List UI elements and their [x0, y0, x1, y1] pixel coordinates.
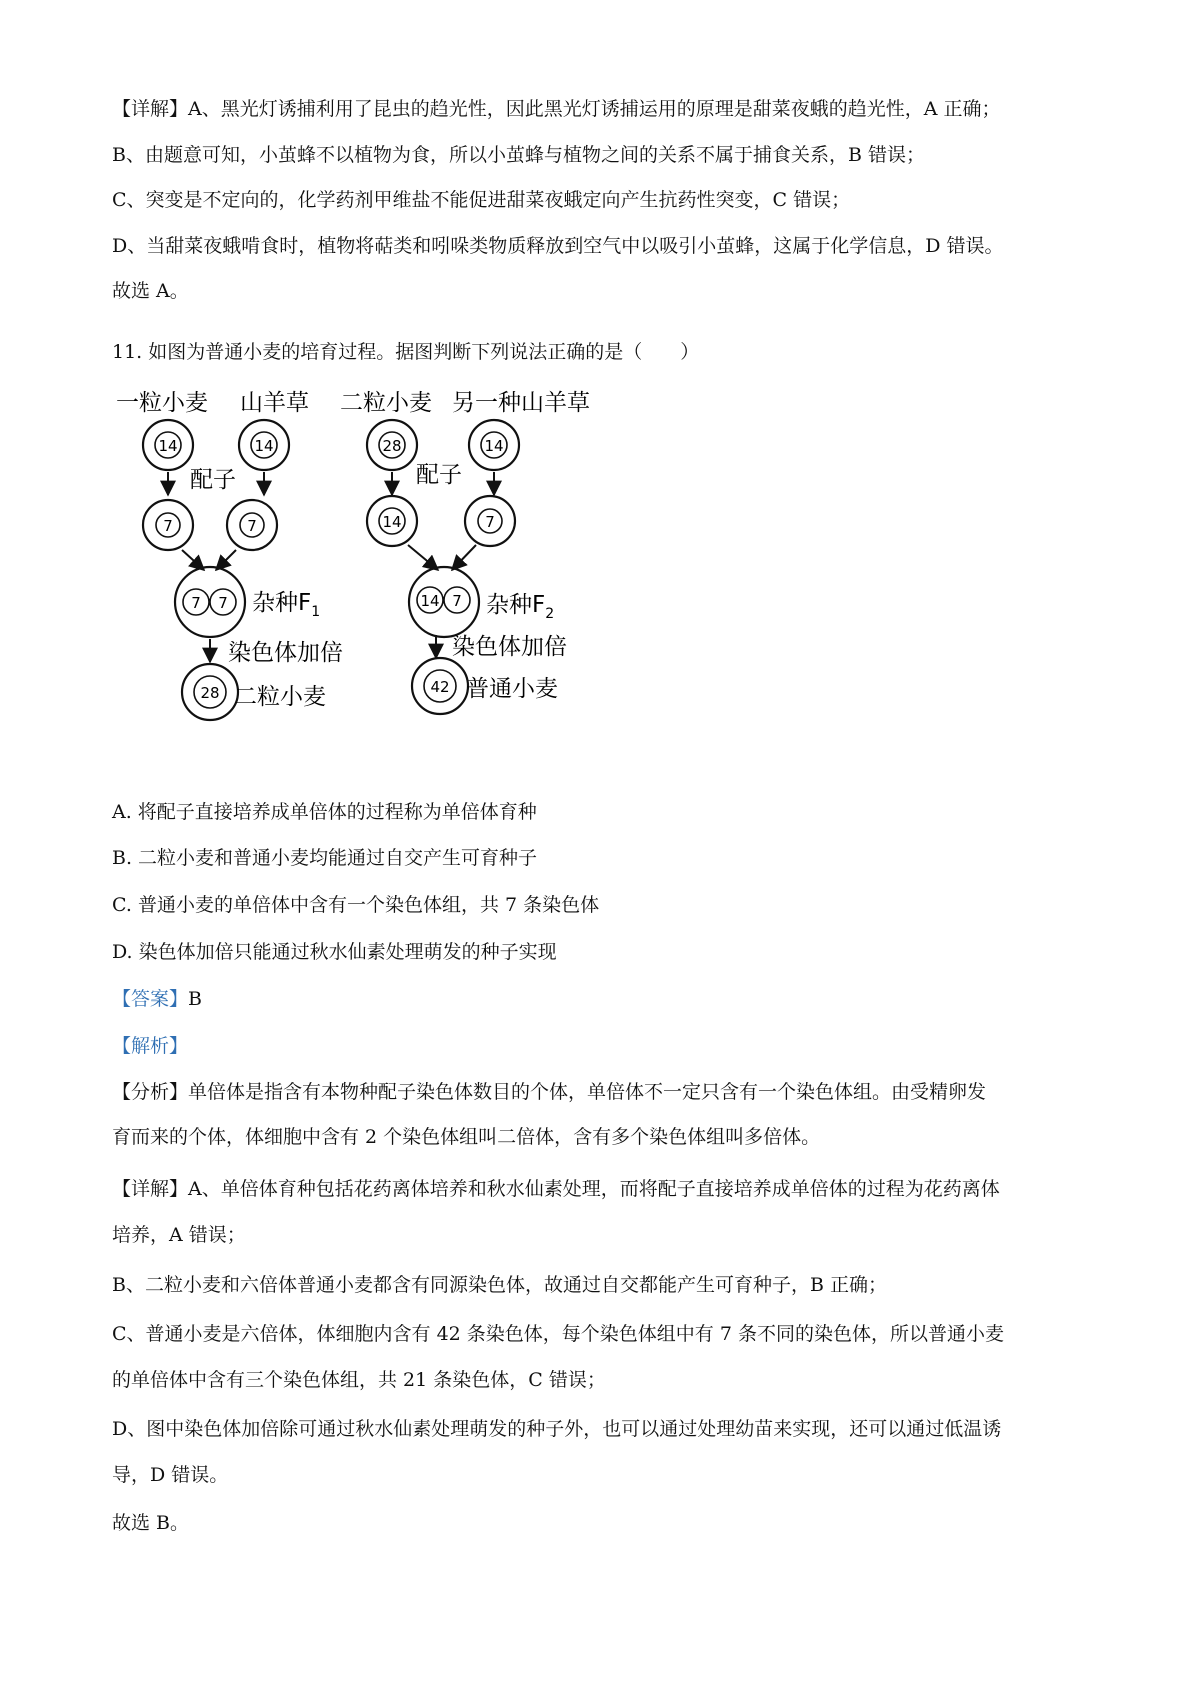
left-result-number: 28 — [200, 684, 220, 702]
left-scheme — [116, 390, 343, 720]
right-hybrid-label-text: 杂种F — [486, 592, 546, 618]
right-doubling-label: 染色体加倍 — [452, 634, 567, 660]
question-stem: 11. 如图为普通小麦的培育过程。据图判断下列说法正确的是（ ） — [112, 341, 700, 363]
left-gamete2-number: 7 — [247, 517, 257, 535]
wheat-breeding-diagram — [112, 390, 672, 785]
right-hybrid-label — [486, 592, 554, 622]
detail-line-c1: C、普通小麦是六倍体，体细胞内含有 42 条染色体，每个染色体组中有 7 条不同的染色体，所以普通小麦 — [112, 1323, 1004, 1345]
right-result-number: 42 — [430, 678, 450, 696]
right-result-label: 普通小麦 — [466, 676, 558, 702]
left-parent2-cell — [239, 420, 289, 470]
analysis-tag: 【分析】 — [112, 1081, 189, 1103]
right-gamete-label: 配子 — [416, 462, 462, 488]
prev-detail-d: D、当甜菜夜蛾啃食时，植物将萜类和吲哚类物质释放到空气中以吸引小茧蜂，这属于化学信息，D 错误。 — [112, 235, 1004, 257]
right-parent1-cell — [367, 420, 417, 470]
option-c: C. 普通小麦的单倍体中含有一个染色体组，共 7 条染色体 — [112, 894, 600, 916]
answer-tag: 【答案】 — [112, 988, 189, 1010]
left-hybrid-b-number: 7 — [218, 594, 228, 612]
detail-line-a2: 培养，A 错误； — [112, 1224, 246, 1246]
detail-a1-text: A、单倍体育种包括花药离体培养和秋水仙素处理，而将配子直接培养成单倍体的过程为花药离体 — [188, 1178, 1000, 1200]
left-hybrid-label — [252, 590, 320, 620]
right-hybrid-cell — [409, 567, 479, 637]
left-arrow-3 — [182, 550, 204, 570]
right-gamete2-cell — [465, 496, 515, 546]
detail-line-d1: D、图中染色体加倍除可通过秋水仙素处理萌发的种子外，也可以通过处理幼苗来实现，还可以通过低温诱 — [112, 1418, 1002, 1440]
option-d: D. 染色体加倍只能通过秋水仙素处理萌发的种子实现 — [112, 941, 557, 963]
left-hybrid-cell — [175, 567, 245, 637]
left-parent1-cell — [143, 420, 193, 470]
detail-line-a1 — [112, 1177, 1000, 1201]
answer-line — [112, 987, 202, 1011]
analysis-line-1 — [112, 1080, 986, 1104]
analysis-text-1: 单倍体是指含有本物种配子染色体数目的个体，单倍体不一定只含有一个染色体组。由受精卵发 — [188, 1081, 987, 1103]
left-doubling-label: 染色体加倍 — [228, 640, 343, 666]
option-a: A. 将配子直接培养成单倍体的过程称为单倍体育种 — [112, 801, 537, 823]
option-b: B. 二粒小麦和普通小麦均能通过自交产生可育种子 — [112, 847, 538, 869]
left-result-cell — [182, 664, 238, 720]
right-gamete1-cell — [367, 496, 417, 546]
left-result-label: 二粒小麦 — [234, 684, 326, 710]
answer-value: B — [188, 988, 202, 1010]
right-parent1-label: 二粒小麦 — [340, 390, 432, 416]
right-hybrid-subscript: 2 — [545, 606, 555, 622]
left-parent2-label: 山羊草 — [240, 390, 309, 416]
left-gamete1-number: 7 — [163, 517, 173, 535]
left-gamete-label: 配子 — [190, 467, 236, 493]
right-parent1-number: 28 — [382, 437, 402, 455]
prev-detail-c: C、突变是不定向的，化学药剂甲维盐不能促进甜菜夜蛾定向产生抗药性突变，C 错误； — [112, 189, 851, 211]
left-arrow-4 — [216, 550, 236, 570]
left-hybrid-subscript: 1 — [311, 604, 321, 620]
detail-line-c2: 的单倍体中含有三个染色体组，共 21 条染色体，C 错误； — [112, 1369, 606, 1391]
right-arrow-4 — [452, 545, 476, 570]
prev-detail-a — [112, 97, 1001, 121]
right-parent2-number: 14 — [484, 437, 504, 455]
prev-detail-b: B、由题意可知，小茧蜂不以植物为食，所以小茧蜂与植物之间的关系不属于捕食关系，B 错误； — [112, 144, 925, 166]
right-scheme — [340, 390, 590, 714]
analysis-heading: 【解析】 — [112, 1035, 189, 1057]
right-result-cell — [412, 658, 468, 714]
left-hybrid-a-number: 7 — [191, 594, 201, 612]
detail-line-d2: 导，D 错误。 — [112, 1464, 229, 1486]
detail-conclusion: 故选 B。 — [112, 1512, 190, 1534]
detail-line-b: B、二粒小麦和六倍体普通小麦都含有同源染色体，故通过自交都能产生可育种子，B 正确； — [112, 1274, 887, 1296]
right-gamete2-number: 7 — [485, 513, 495, 531]
left-gamete2-cell — [227, 500, 277, 550]
detail-tag: 【详解】 — [112, 1178, 189, 1200]
right-arrow-3 — [408, 545, 438, 570]
analysis-line-2: 育而来的个体，体细胞中含有 2 个染色体组叫二倍体，含有多个染色体组叫多倍体。 — [112, 1126, 821, 1148]
left-parent2-number: 14 — [254, 437, 274, 455]
left-parent1-label: 一粒小麦 — [116, 390, 208, 416]
detail-tag: 【详解】 — [112, 98, 189, 120]
right-parent2-cell — [469, 420, 519, 470]
right-hybrid-b-number: 7 — [452, 592, 462, 610]
right-gamete1-number: 14 — [382, 513, 402, 531]
right-parent2-label: 另一种山羊草 — [452, 390, 590, 416]
prev-conclusion: 故选 A。 — [112, 280, 189, 302]
left-parent1-number: 14 — [158, 437, 178, 455]
left-gamete1-cell — [143, 500, 193, 550]
right-hybrid-a-number: 14 — [420, 592, 440, 610]
left-hybrid-label-text: 杂种F — [252, 590, 312, 616]
detail-text: A、黑光灯诱捕利用了昆虫的趋光性，因此黑光灯诱捕运用的原理是甜菜夜蛾的趋光性，A 正确； — [188, 98, 1001, 120]
